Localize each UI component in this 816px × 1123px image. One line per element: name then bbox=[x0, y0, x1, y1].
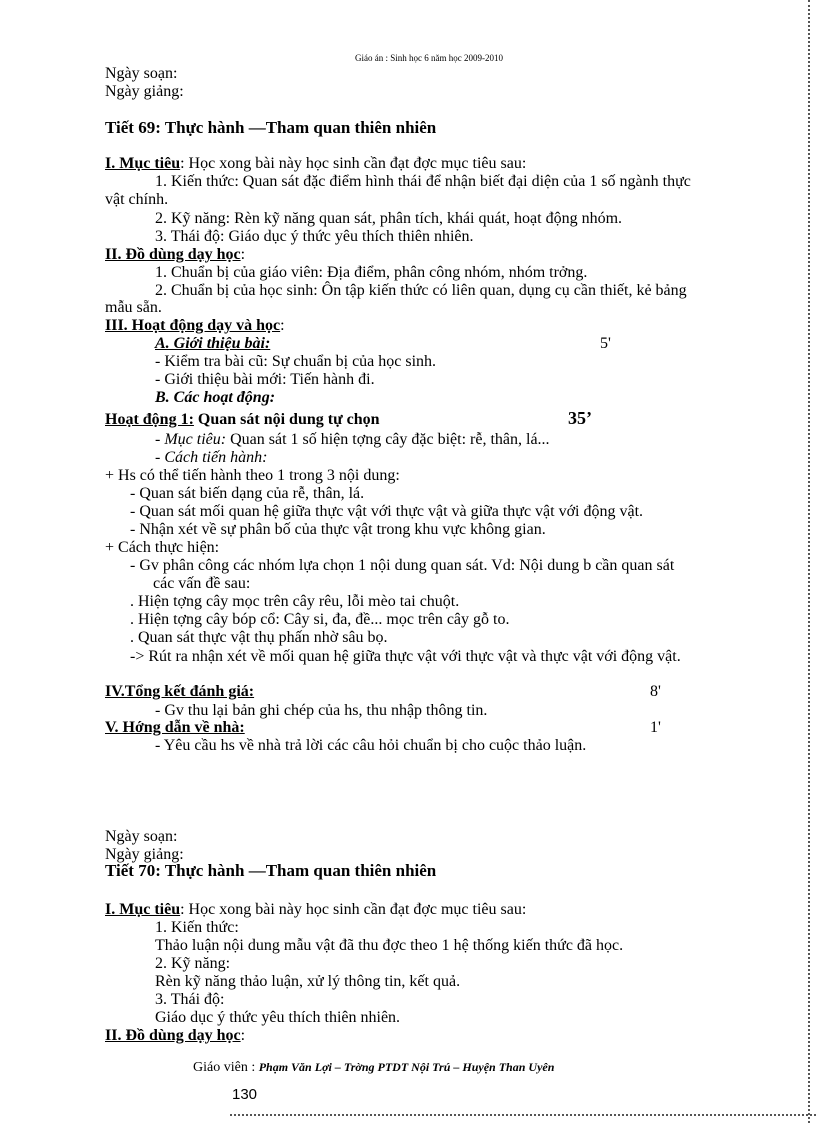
footer-line bbox=[193, 1058, 554, 1077]
activity-1-line bbox=[105, 411, 380, 429]
homework-heading: V. Hớng dẫn về nhà: bbox=[105, 719, 245, 736]
student-prep: 2. Chuẩn bị của học sinh: Ôn tập kiến thức có liên quan, dụng cụ cần thiết, kẻ bảng bbox=[155, 282, 687, 299]
lesson-69-title: Tiết 69: Thực hành —Tham quan thiên nhiên bbox=[105, 118, 437, 137]
student-prep-cont: mẫu sẵn. bbox=[105, 299, 162, 316]
list-item: - Quan sát biến dạng của rễ, thân, lá. bbox=[130, 485, 365, 502]
knowledge-label: 1. Kiến thức: bbox=[155, 919, 239, 936]
procedure-label: - Cách tiến hành: bbox=[155, 449, 268, 466]
knowledge-text: Thảo luận nội dung mẫu vật đã thu đợc theo 1 hệ thống kiến thức đã học. bbox=[155, 937, 624, 954]
date-prepared-label: Ngày soạn: bbox=[105, 828, 178, 845]
page-number: 130 bbox=[232, 1086, 258, 1103]
page-header: Giáo án : Sinh học 6 năm học 2009-2010 bbox=[355, 53, 503, 63]
homework-text: - Yêu cầu hs về nhà trả lời các câu hỏi chuẩn bị cho cuộc thảo luận. bbox=[155, 737, 587, 754]
list-item-cont: các vấn đề sau: bbox=[153, 575, 251, 592]
skills-label: 2. Kỹ năng: bbox=[155, 955, 231, 972]
activities-colon: : bbox=[280, 317, 285, 334]
skills-objective: 2. Kỹ năng: Rèn kỹ năng quan sát, phân tích, khái quát, hoạt động nhóm. bbox=[155, 210, 623, 227]
list-item: - Gv phân công các nhóm lựa chọn 1 nội dung quan sát. Vd: Nội dung b cần quan sát bbox=[130, 557, 675, 574]
activity-1-time: 35’ bbox=[568, 408, 592, 428]
summary-time: 8' bbox=[650, 683, 661, 700]
materials-colon: : bbox=[240, 1027, 246, 1044]
lesson-70-title: Tiết 70: Thực hành —Tham quan thiên nhiên bbox=[105, 861, 437, 880]
objectives-line bbox=[105, 901, 526, 919]
objectives-heading: I. Mục tiêu bbox=[105, 901, 181, 918]
list-item: - Nhận xét về sự phân bố của thực vật trong khu vực không gian. bbox=[130, 521, 546, 538]
footer-signature: Phạm Văn Lợi – Trờng PTDT Nội Trú – Huyện Than Uyên bbox=[258, 1060, 555, 1074]
summary-text: - Gv thu lại bản ghi chép của hs, thu nhập thông tin. bbox=[155, 702, 488, 719]
attitude-text: Giáo dục ý thức yêu thích thiên nhiên. bbox=[155, 1009, 401, 1026]
activity-1-title: Quan sát nội dung tự chọn bbox=[193, 411, 380, 428]
knowledge-objective: 1. Kiến thức: Quan sát đặc điểm hình thái để nhận biết đại diện của 1 số ngành thực bbox=[155, 173, 691, 190]
materials-heading: II. Đồ dùng dạy học bbox=[105, 1027, 241, 1044]
date-taught-label: Ngày giảng: bbox=[105, 83, 184, 100]
objectives-heading: I. Mục tiêu bbox=[105, 155, 181, 172]
list-item: . Quan sát thực vật thụ phấn nhờ sâu bọ. bbox=[130, 629, 388, 646]
goal-text: Quan sát 1 số hiện tợng cây đặc biệt: rễ, thân, lá... bbox=[226, 431, 550, 448]
activity-1-label: Hoạt động 1: bbox=[105, 411, 194, 428]
goal-label: - Mục tiêu: bbox=[155, 431, 227, 448]
list-item: - Quan sát mối quan hệ giữa thực vật với thực vật và giữa thực vật với động vật. bbox=[130, 503, 644, 520]
homework-time: 1' bbox=[650, 719, 661, 736]
intro-new-lesson: - Giới thiệu bài mới: Tiến hành đi. bbox=[155, 371, 375, 388]
activities-b-heading: B. Các hoạt động: bbox=[155, 389, 276, 406]
activities-line bbox=[105, 317, 285, 335]
skills-text: Rèn kỹ năng thảo luận, xử lý thông tin, kết quả. bbox=[155, 973, 461, 990]
knowledge-objective-cont: vật chính. bbox=[105, 191, 169, 208]
plus-content: + Hs có thể tiến hành theo 1 trong 3 nội dung: bbox=[105, 467, 400, 484]
teacher-prep: 1. Chuẩn bị của giáo viên: Địa điểm, phân công nhóm, nhóm trởng. bbox=[155, 264, 588, 281]
page-border-bottom bbox=[230, 1114, 816, 1116]
intro-time: 5' bbox=[600, 335, 611, 352]
list-item: . Hiện tợng cây bóp cổ: Cây si, đa, đề... mọc trên cây gỗ to. bbox=[130, 611, 510, 628]
intro-check: - Kiểm tra bài cũ: Sự chuẩn bị của học sinh. bbox=[155, 353, 437, 370]
intro-heading: A. Giới thiệu bài: bbox=[155, 335, 271, 352]
objectives-intro: : Học xong bài này học sinh cần đạt đợc mục tiêu sau: bbox=[180, 155, 527, 172]
date-taught-label: Ngày giảng: bbox=[105, 846, 184, 863]
attitude-objective: 3. Thái độ: Giáo dục ý thức yêu thích thiên nhiên. bbox=[155, 228, 474, 245]
summary-heading: IV.Tổng kết đánh giá: bbox=[105, 683, 255, 700]
conclusion-line: -> Rút ra nhận xét về mối quan hệ giữa thực vật với thực vật và thực vật với động vật. bbox=[130, 648, 681, 665]
goal-line bbox=[155, 431, 550, 449]
page-border-right bbox=[808, 0, 810, 1123]
list-item: . Hiện tợng cây mọc trên cây rêu, lỗi mèo tai chuột. bbox=[130, 593, 460, 610]
attitude-label: 3. Thái độ: bbox=[155, 991, 225, 1008]
materials-colon: : bbox=[240, 246, 246, 263]
materials-line bbox=[105, 1027, 245, 1045]
activities-heading: III. Hoạt động dạy và học bbox=[105, 317, 281, 334]
objectives-intro: : Học xong bài này học sinh cần đạt đợc mục tiêu sau: bbox=[180, 901, 527, 918]
plus-method: + Cách thực hiện: bbox=[105, 539, 220, 556]
date-prepared-label: Ngày soạn: bbox=[105, 65, 178, 82]
objectives-line bbox=[105, 155, 526, 173]
footer-teacher-label: Giáo viên : bbox=[193, 1060, 256, 1075]
materials-line bbox=[105, 246, 245, 264]
materials-heading: II. Đồ dùng dạy học bbox=[105, 246, 241, 263]
